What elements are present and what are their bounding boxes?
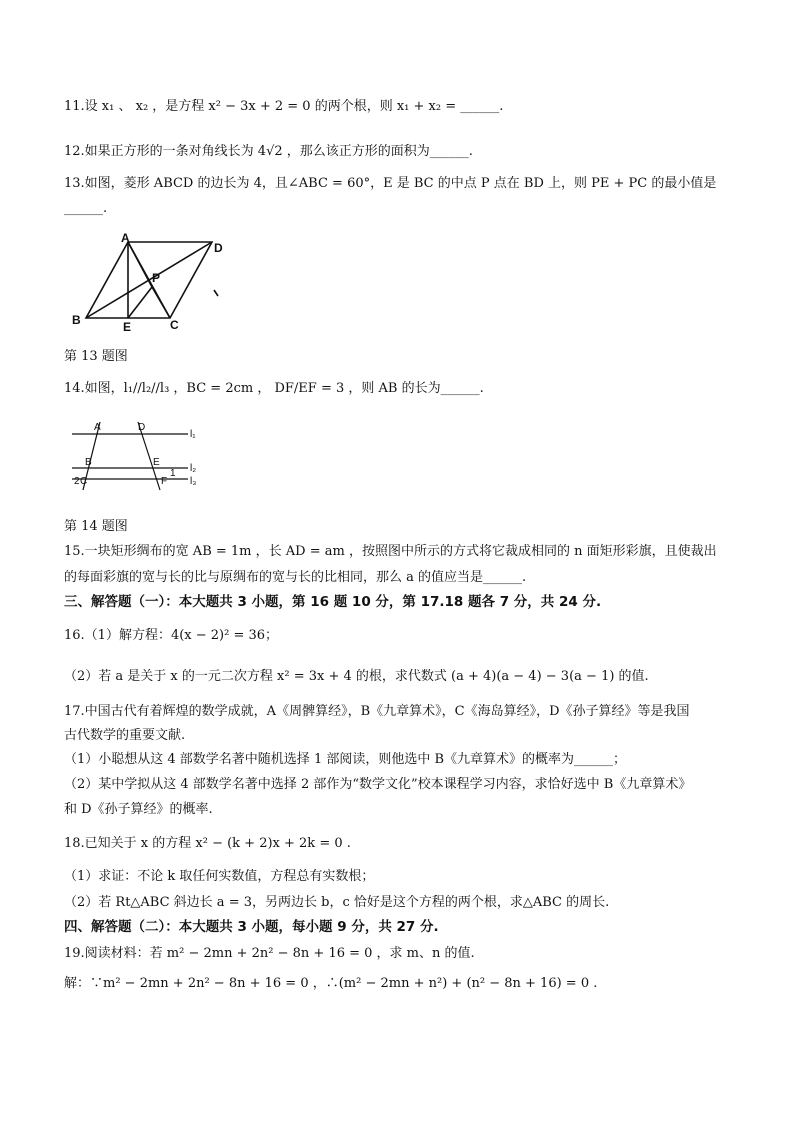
question-14: 14.如图，l₁//l₂//l₃ ，BC = 2cm ， DF/EF = 3 ，则 AB 的长为______. <box>64 381 484 396</box>
question-19: 19.阅读材料：若 m² − 2mn + 2n² − 8n + 16 = 0 ，求 m、n 的值. <box>64 946 475 961</box>
fig13-label-e: E <box>123 320 132 334</box>
fig14-label-e: E <box>153 457 160 468</box>
fig14-label-b: B <box>85 457 92 468</box>
question-18-part1: （1）求证：不论 k 取任何实数值，方程总有实数根； <box>64 869 375 884</box>
question-13-line1: 13.如图，菱形 ABCD 的边长为 4，且∠ABC = 60°，E 是 BC 的中点 P 点在 BD 上，则 PE + PC 的最小值是 <box>64 176 717 191</box>
figure-13-caption: 第 13 题图 <box>64 349 128 364</box>
fig14-label-d: D <box>138 422 146 433</box>
question-18-part2: （2）若 Rt△ABC 斜边长 a = 3，另两边长 b，c 恰好是这个方程的两个根，求△ABC 的周长. <box>64 895 610 910</box>
question-17-line1: 17.中国古代有着辉煌的数学成就，A《周髀算经》，B《九章算术》，C《海岛算经》，D《孙子算经》等是我国 <box>64 704 690 719</box>
question-16-part1: 16.（1）解方程：4(x − 2)² = 36； <box>64 628 279 643</box>
fig14-label-l2: l₂ <box>190 463 197 474</box>
figure-14-caption: 第 14 题图 <box>64 519 128 534</box>
question-17-line2: 古代数学的重要文献. <box>64 728 186 743</box>
figure-13-rhombus <box>66 232 226 334</box>
fig14-mark-2: 2 <box>74 476 80 487</box>
question-18: 18.已知关于 x 的方程 x² − (k + 2)x + 2k = 0 . <box>64 836 351 851</box>
fig14-label-l3: l₃ <box>190 476 197 487</box>
fig13-label-c: C <box>170 318 179 332</box>
fig13-label-a: A <box>121 232 130 245</box>
question-12: 12.如果正方形的一条对角线长为 4√2 ，那么该正方形的面积为______. <box>64 144 473 159</box>
figure-14-parallel-lines <box>66 418 206 498</box>
question-15-line1: 15.一块矩形绸布的宽 AB = 1m ，长 AD = am ，按照图中所示的方式将它裁成相同的 n 面矩形彩旗，且使裁出 <box>64 544 717 559</box>
question-19-solution: 解：∵m² − 2mn + 2n² − 8n + 16 = 0 ，∴(m² − 2mn + n²) + (n² − 8n + 16) = 0 . <box>64 976 598 991</box>
question-17-part1: （1）小聪想从这 4 部数学名著中随机选择 1 部阅读，则他选中 B《九章算术》的概率为______； <box>64 752 627 767</box>
question-16-part2: （2）若 a 是关于 x 的一元二次方程 x² = 3x + 4 的根，求代数式 (a + 4)(a − 4) − 3(a − 1) 的值. <box>64 669 649 684</box>
fig14-label-c: C <box>80 476 88 487</box>
question-15-line2: 的每面彩旗的宽与长的比与原绸布的宽与长的比相同，那么 a 的值应当是______. <box>64 570 527 585</box>
section-4-heading: 四、解答题（二）：本大题共 3 小题，每小题 9 分，共 27 分. <box>64 919 439 935</box>
fig14-label-l1: l₁ <box>190 429 196 440</box>
fig13-label-p: P <box>152 271 161 285</box>
fig13-label-b: B <box>72 313 81 327</box>
fig14-mark-1: 1 <box>170 468 176 479</box>
question-11: 11.设 x₁ 、 x₂ ，是方程 x² − 3x + 2 = 0 的两个根，则 x₁ + x₂ = ______. <box>64 99 504 114</box>
question-17-part2-line2: 和 D《孙子算经》的概率. <box>64 802 213 817</box>
fig14-label-f: F <box>161 476 168 487</box>
question-17-part2-line1: （2）某中学拟从这 4 部数学名著中选择 2 部作为“数学文化”校本课程学习内容，求恰好选中 B《九章算术》 <box>64 777 692 792</box>
section-3-heading: 三、解答题（一）：本大题共 3 小题，第 16 题 10 分，第 17.18 题各 7 分，共 24 分. <box>64 594 602 610</box>
question-13-line2: ______. <box>64 201 108 216</box>
fig14-label-a: A <box>94 422 101 433</box>
fig13-label-d: D <box>214 241 223 255</box>
